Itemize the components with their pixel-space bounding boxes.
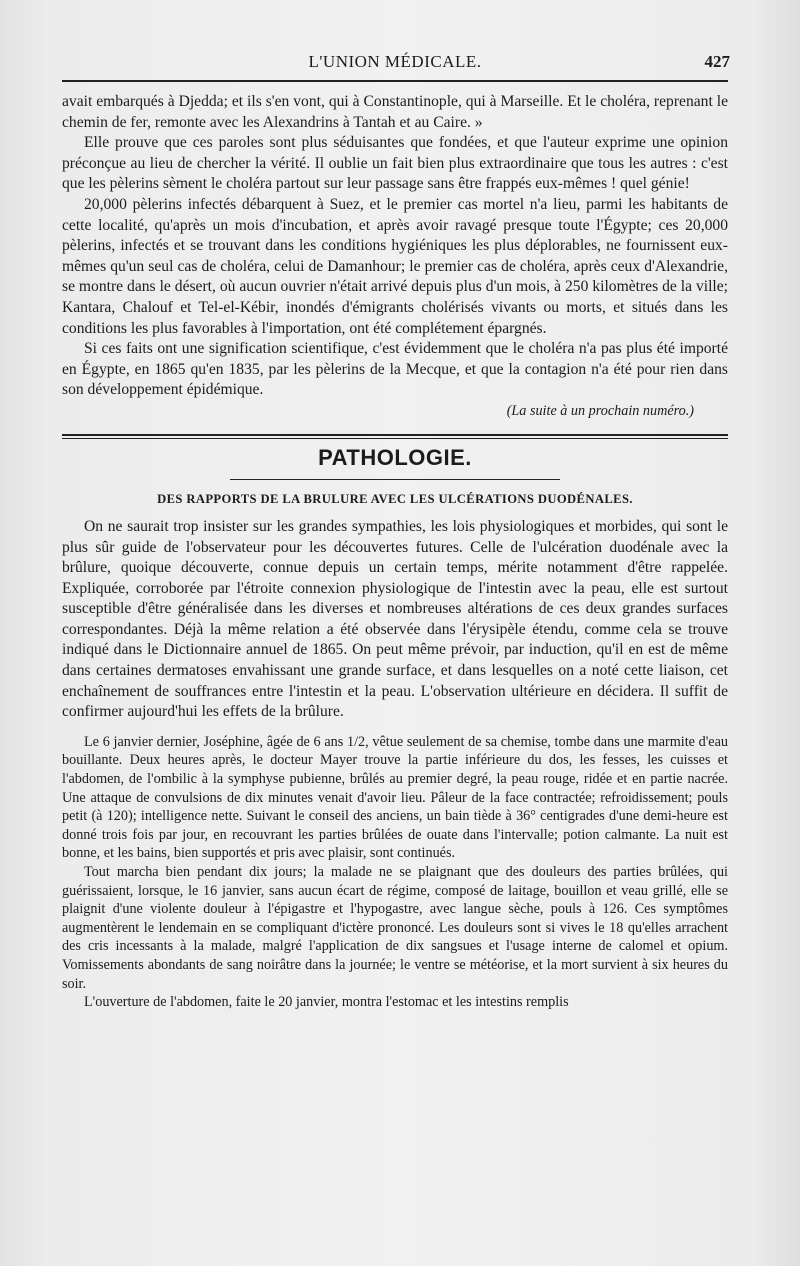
article-body bbox=[62, 517, 728, 1012]
paragraph: Elle prouve que ces paroles sont plus séduisantes que fondées, et que l'auteur exprime une opinion préconçue au lieu de chercher la vérité. Il oublie un fait bien plus extraordinaire que tous les autres : c'est que les pèlerins sèment le choléra partout sur leur passage sans être frappés eux-mêmes ! quel génie! bbox=[62, 134, 728, 193]
intro-paragraph: On ne saurait trop insister sur les grandes sympathies, les lois physiologiques et morbides, qui sont le plus sûr guide de l'observateur pour les découvertes futures. Celle de l'ulcération duodénale avec la brûlure, quoique découverte, connue depuis un certain temps, mérite notamment d'être rappelée. Expliquée, corroborée par l'étroite connexion physiologique de l'intestin avec la peau, elle est surtout susceptible d'être généralisée dans les diverses et nombreuses altérations de ces deux grandes surfaces correspondantes. Déjà la même relation a été observée dans l'érysipèle étendu, comme cela se trouve indiqué dans le Dictionnaire annuel de 1865. On peut même prévoir, par induction, qu'il en est de même dans certaines dermatoses envahissant une grande surface, et dans lesquelles on a noté cette liaison, cet enchaînement de souffrances entre l'intestin et la peau. L'observation ultérieure en décidera. Il suffit de confirmer aujourd'hui les effets de la brûlure. bbox=[62, 517, 728, 721]
article-title: DES RAPPORTS DE LA BRULURE AVEC LES ULCÉRATIONS DUODÉNALES. bbox=[157, 491, 633, 506]
journal-title: L'UNION MÉDICALE. bbox=[308, 52, 482, 71]
paragraph: Si ces faits ont une signification scientifique, c'est évidemment que le choléra n'a pas plus été importé en Égypte, en 1865 qu'en 1835, par les pèlerins de la Mecque, et que la contagion n'a été pour rien dans son développement épidémique. bbox=[62, 340, 728, 399]
paragraph: 20,000 pèlerins infectés débarquent à Suez, et le premier cas mortel n'a lieu, parmi les habitants de cette localité, qu'après un mois d'incubation, et après avoir ravagé presque toute l'Égypte; ces 20,000 pèlerins, infectés et se trouvant dans les conditions hygiéniques les plus déplorables, ne fournissent eux-mêmes qu'un seul cas de choléra, celui de Damanhour; le premier cas de choléra, après ceux d'Alexandrie, se montre dans le désert, où aucun ouvrier n'était arrivé depuis plus d'un mois, à 250 kilomètres de la ville; Kantara, Chalouf et Tel-el-Kébir, inondés d'émigrants cholérisés vivants ou morts, et situés dans les conditions les plus favorables à l'importation, ont été complétement épargnés. bbox=[62, 195, 728, 337]
section-divider bbox=[62, 434, 728, 439]
case-paragraph: L'ouverture de l'abdomen, faite le 20 janvier, montra l'estomac et les intestins remplis bbox=[84, 994, 569, 1011]
running-head bbox=[62, 44, 728, 74]
title-underline bbox=[230, 479, 560, 480]
header-rule bbox=[62, 80, 728, 82]
page-number: 427 bbox=[704, 52, 730, 71]
continuation-note: (La suite à un prochain numéro.) bbox=[506, 402, 694, 419]
case-paragraph: Tout marcha bien pendant dix jours; la malade ne se plaignant que des douleurs des parties brûlées, qui guérissaient, lorsque, le 16 janvier, sans aucun écart de régime, composé de laitage, bouillon et veau grillé, elle se plaignit d'une violente douleur à l'épigastre et l'hypogastre, avec langue sèche, pouls à 126. Ces symptômes augmentèrent le lendemain en se compliquant d'ictère prononcé. Les douleurs sont si vives le 18 qu'elles arrachent des cris incessants à la malade, malgré l'application de dix sangsues et l'usage interne de calomel et opium. Vomissements abondants de sang noirâtre dans la journée; le ventre se météorise, et la mort survient à six heures du soir. bbox=[62, 864, 728, 992]
section-title: PATHOLOGIE. bbox=[318, 444, 472, 470]
paragraph: avait embarqués à Djedda; et ils s'en vont, qui à Constantinople, qui à Marseille. Et le choléra, reprenant le chemin de fer, remonte avec les Alexandrins à Tantah et au Caire. » bbox=[62, 93, 728, 131]
previous-article-end bbox=[62, 92, 728, 420]
case-paragraph: Le 6 janvier dernier, Joséphine, âgée de 6 ans 1/2, vêtue seulement de sa chemise, tombe dans une marmite d'eau bouillante. Deux heures après, le docteur Mayer trouve la partie inférieure du dos, les fesses, les cuisses et l'abdomen, de l'ombilic à la symphyse pubienne, brûlés au premier degré, la peau rouge, ridée et en partie nacrée. Une attaque de convulsions de dix minutes venait d'avoir lieu. Pâleur de la face contractée; refroidissement; pouls petit (à 120); intelligence nette. Suivant le conseil des anciens, un bain tiède à 36° centigrades d'une demi-heure est donné trois fois par jour, en recouvrant les parties brûlées de ouate dans l'intervalle; potion calmante. La nuit est bonne, et les bains, bien supportés et pris avec plaisir, sont continués. bbox=[62, 733, 728, 862]
